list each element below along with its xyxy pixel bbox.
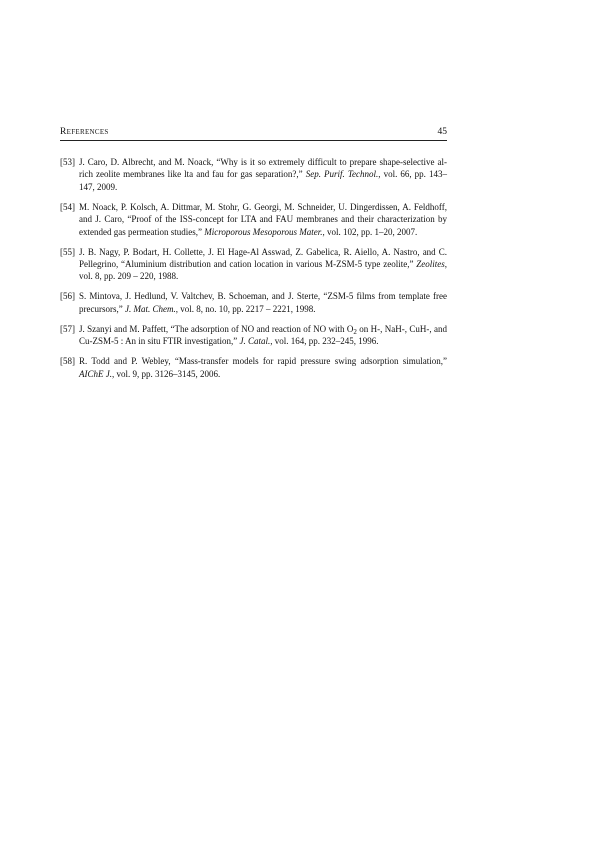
reference-segment: J. B. Nagy, P. Bodart, H. Collette, J. El Hage-Al Asswad, Z. Gabelica, R. Aiello, A. Nastro, and C. Pellegrino, “Aluminium distribution and cation location in various M-ZSM-5 type zeolite,” (79, 246, 447, 270)
reference-number: [53] (60, 157, 75, 167)
reference-journal: Zeolites (416, 259, 445, 270)
reference-segment: M. Noack, P. Kolsch, A. Dittmar, M. Stohr, G. Georgi, M. Schneider, U. Dingerdissen, A. Feldhoff, and J. Caro, “Proof of the ISS-concept for LTA and FAU membranes and their characterization by extended gas permeation studies,” (79, 201, 447, 237)
reference-segment: , vol. 9, pp. 3126–3145, 2006. (112, 368, 221, 379)
reference-text (79, 356, 447, 378)
subscript: 2 (353, 327, 357, 336)
reference-number: [56] (60, 291, 75, 302)
reference-journal: J. Catal. (239, 336, 271, 347)
reference-text (79, 324, 447, 346)
reference-segment: , vol. 102, pp. 1–20, 2007. (322, 226, 418, 237)
reference-entry (60, 290, 447, 315)
reference-journal: J. Mat. Chem. (124, 303, 176, 314)
section-title: References (60, 127, 109, 137)
reference-list (60, 156, 447, 388)
reference-segment: S. Mintova, J. Hedlund, V. Valtchev, B. Schoeman, and J. Sterte, “ZSM-5 films from template free precursors,” (79, 291, 447, 314)
reference-segment: , vol. 8, pp. 209 – 220, 1988. (79, 259, 447, 282)
reference-entry (60, 201, 447, 238)
reference-text (79, 247, 447, 282)
reference-segment: on H-, NaH-, CuH-, and Cu-ZSM-5 : An in situ FTIR investigation,” (79, 323, 447, 347)
running-header (60, 126, 447, 138)
reference-text (79, 202, 447, 237)
reference-number: [58] (60, 356, 75, 367)
reference-number: [54] (60, 201, 75, 212)
reference-entry (60, 246, 447, 283)
reference-segment: , vol. 8, no. 10, pp. 2217 – 2221, 1998. (175, 303, 316, 314)
reference-segment: J. Szanyi and M. Paffett, “The adsorption of NO and reaction of NO with O (79, 323, 354, 334)
reference-text (79, 157, 447, 192)
reference-entry (60, 323, 447, 348)
page-number: 45 (437, 127, 447, 137)
reference-journal: Sep. Purif. Technol. (305, 169, 379, 180)
reference-text (79, 291, 447, 313)
reference-number: [55] (60, 246, 75, 257)
reference-segment: R. Todd and P. Webley, “Mass-transfer models for rapid pressure swing adsorption simulation,” (79, 356, 447, 367)
reference-segment: J. Caro, D. Albrecht, and M. Noack, “Why is it so extremely difficult to prepare shape-selective al-rich zeolite membranes like lta and fau for gas separation?,” (79, 157, 447, 180)
header-rule (60, 140, 447, 141)
reference-entry (60, 355, 447, 380)
reference-journal: AIChE J. (79, 368, 112, 379)
reference-number: [57] (60, 323, 75, 334)
reference-segment: , vol. 164, pp. 232–245, 1996. (270, 336, 379, 347)
reference-journal: Microporous Mesoporous Mater. (204, 226, 323, 237)
reference-segment: , vol. 66, pp. 143–147, 2009. (79, 169, 447, 192)
reference-entry (60, 156, 447, 193)
